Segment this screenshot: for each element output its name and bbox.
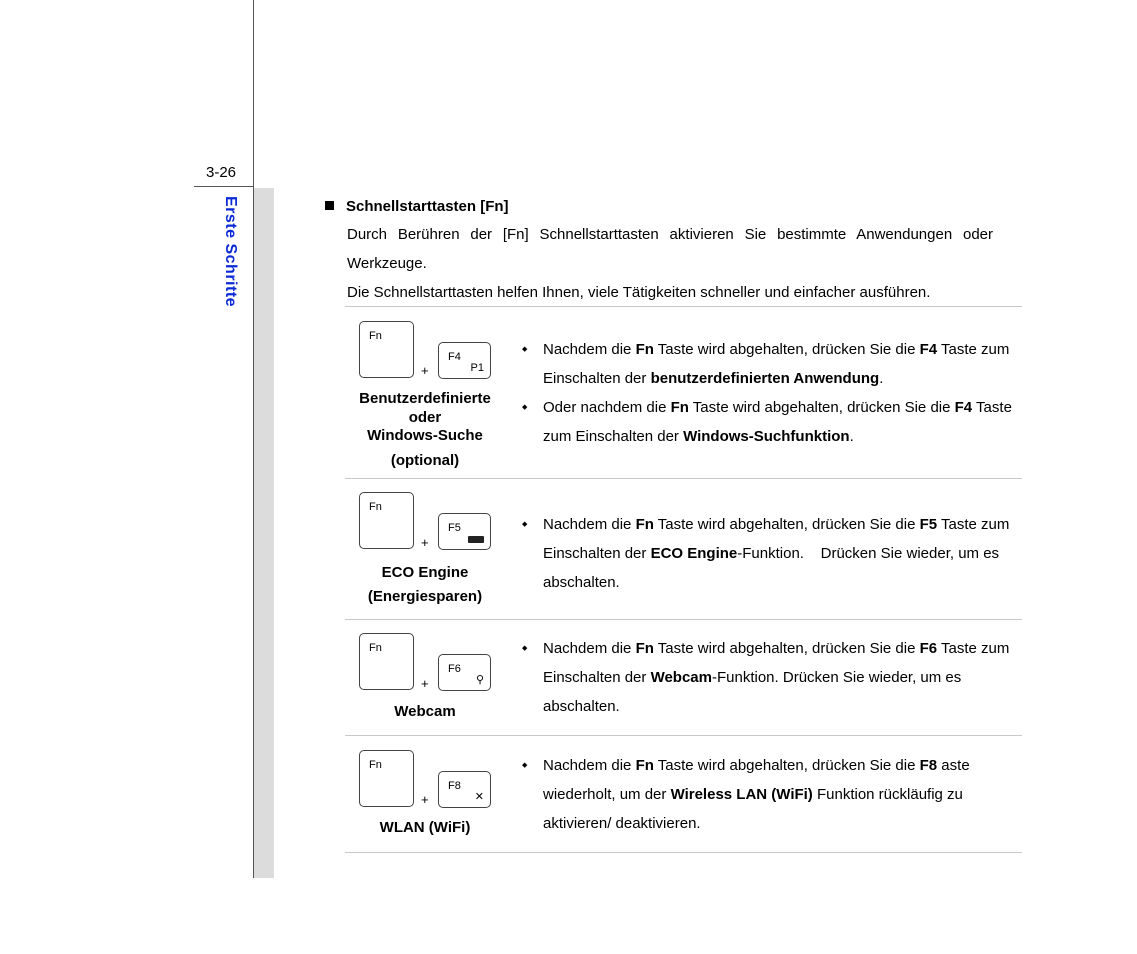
fn-key-icon: Fn: [359, 321, 414, 378]
plus-sign: +: [421, 535, 429, 550]
bullet-item: ◆ Nachdem die Fn Taste wird abgehalten, drücken Sie die F4 Taste zum Einschalten der benutzerdefinierten Anwendung.: [522, 335, 1018, 393]
fn-key-icon: Fn: [359, 492, 414, 549]
square-bullet-icon: [325, 201, 334, 210]
bullet-list: [522, 510, 1018, 597]
intro-paragraph-1: Durch Berühren der [Fn] Schnellstarttasten aktivieren Sie bestimmte Anwendungen oder Werkzeuge.: [347, 226, 993, 272]
key-label: Benutzerdefinierte oder Windows-Suche (optional): [359, 390, 491, 469]
plus-sign: +: [421, 676, 429, 691]
webcam-icon: ⚲: [475, 674, 484, 686]
row-divider: [345, 852, 1022, 853]
row-divider: [345, 619, 1022, 620]
wlan-icon: ✕: [474, 791, 484, 803]
p1-icon: P1: [470, 362, 484, 374]
page-number-rule: [194, 186, 254, 187]
f5-key-icon: F5: [438, 513, 491, 550]
chapter-sidebar: [254, 188, 274, 878]
key-label: ECO Engine (Energiesparen): [367, 564, 483, 605]
bullet-item: ◆ Nachdem die Fn Taste wird abgehalten, drücken Sie die F6 Taste zum Einschalten der Webcam-Funktion. Drücken Sie wieder, um es abschalten.: [522, 634, 1018, 721]
plus-sign: +: [421, 792, 429, 807]
bullet-item: ◆ Nachdem die Fn Taste wird abgehalten, drücken Sie die F5 Taste zum Einschalten der ECO Engine-Funktion. Drücken Sie wieder, um es abschalten.: [522, 510, 1018, 597]
plus-sign: +: [421, 363, 429, 378]
page-number: 3-26: [206, 164, 237, 181]
f4-key-icon: F4 P1: [438, 342, 491, 379]
f8-key-icon: F8 ✕: [438, 771, 491, 808]
key-label: Webcam: [394, 703, 456, 720]
f6-key-icon: F6 ⚲: [438, 654, 491, 691]
key-label: WLAN (WiFi): [379, 819, 471, 836]
row-divider: [345, 306, 1022, 307]
bullet-item: ◆ Nachdem die Fn Taste wird abgehalten, drücken Sie die F8 aste wiederholt, um der Wireless LAN (WiFi) Funktion rückläufig zu aktivieren/ deaktivieren.: [522, 751, 1018, 838]
row-divider: [345, 735, 1022, 736]
section-heading: [325, 198, 509, 215]
bullet-list: [522, 634, 1018, 721]
bullet-list: [522, 751, 1018, 838]
section-title: Schnellstarttasten [Fn]: [346, 198, 509, 215]
fn-key-icon: Fn: [359, 633, 414, 690]
fn-key-icon: Fn: [359, 750, 414, 807]
bullet-list: [522, 335, 1018, 451]
eco-icon: [468, 533, 484, 545]
bullet-item: ◆ Oder nachdem die Fn Taste wird abgehalten, drücken Sie die F4 Taste zum Einschalten der Windows-Suchfunktion.: [522, 393, 1018, 451]
row-divider: [345, 478, 1022, 479]
chapter-title: Erste Schritte: [222, 196, 239, 308]
intro-paragraph-2: Die Schnellstarttasten helfen Ihnen, viele Tätigkeiten schneller und einfacher ausführen.: [347, 284, 931, 301]
